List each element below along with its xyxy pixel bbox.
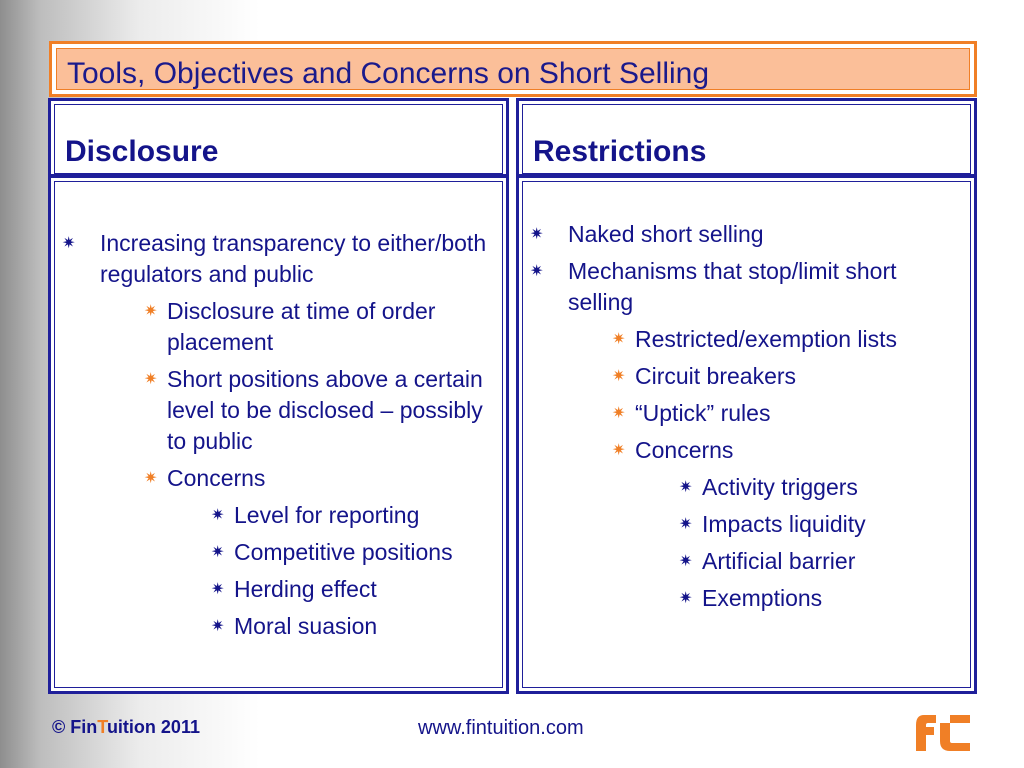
list-item xyxy=(657,472,955,503)
panel-divider xyxy=(519,174,974,178)
asterisk-bullet-icon: ✷ xyxy=(530,226,544,243)
asterisk-bullet-icon: ✷ xyxy=(144,303,158,320)
list-item xyxy=(590,398,955,429)
asterisk-bullet-icon: ✷ xyxy=(211,507,225,524)
sub-list xyxy=(100,296,487,642)
list-item-text: Exemptions xyxy=(702,585,823,611)
asterisk-bullet-icon: ✷ xyxy=(612,368,626,385)
restrictions-heading: Restrictions xyxy=(533,135,707,168)
copyright-prefix: © Fin xyxy=(52,717,98,737)
asterisk-bullet-icon: ✷ xyxy=(144,371,158,388)
list-item-text: Herding effect xyxy=(234,576,377,602)
asterisk-bullet-icon: ✷ xyxy=(211,618,225,635)
fintuition-logo-icon xyxy=(914,711,972,753)
sub-list xyxy=(568,324,955,614)
list-item-text: Increasing transparency to either/both regulators and public xyxy=(100,230,487,287)
list-item-text: Impacts liquidity xyxy=(702,511,866,537)
list-item-text: Disclosure at time of order placement xyxy=(167,298,436,355)
panel-divider xyxy=(51,174,506,178)
list-item-text: Mechanisms that stop/limit short selling xyxy=(568,258,897,315)
list-item xyxy=(189,537,487,568)
asterisk-bullet-icon: ✷ xyxy=(211,581,225,598)
list-item-text: Competitive positions xyxy=(234,539,453,565)
list-item xyxy=(189,611,487,642)
list-item-text: Artificial barrier xyxy=(702,548,856,574)
asterisk-bullet-icon: ✷ xyxy=(612,442,626,459)
list-item xyxy=(189,574,487,605)
list-item xyxy=(590,361,955,392)
asterisk-bullet-icon: ✷ xyxy=(612,331,626,348)
list-item xyxy=(657,546,955,577)
sub-list xyxy=(635,472,955,614)
list-item-text: Activity triggers xyxy=(702,474,858,500)
list-item-text: Moral suasion xyxy=(234,613,378,639)
list-item xyxy=(657,509,955,540)
list-item-text: Concerns xyxy=(167,465,266,491)
list-item-text: Restricted/exemption lists xyxy=(635,326,898,352)
asterisk-bullet-icon: ✷ xyxy=(679,553,693,570)
disclosure-header xyxy=(54,104,503,174)
list-item xyxy=(122,296,487,358)
asterisk-bullet-icon: ✷ xyxy=(679,590,693,607)
restrictions-header xyxy=(522,104,971,174)
list-item xyxy=(62,228,487,642)
asterisk-bullet-icon: ✷ xyxy=(679,516,693,533)
slide-title: Tools, Objectives and Concerns on Short Selling xyxy=(67,57,710,90)
asterisk-bullet-icon: ✷ xyxy=(62,235,76,252)
list-item-text: Concerns xyxy=(635,437,734,463)
asterisk-bullet-icon: ✷ xyxy=(612,405,626,422)
list-item xyxy=(590,324,955,355)
list-item xyxy=(530,256,955,614)
list-item xyxy=(122,463,487,642)
list-item xyxy=(590,435,955,614)
asterisk-bullet-icon: ✷ xyxy=(144,470,158,487)
footer-url[interactable]: www.fintuition.com xyxy=(418,717,584,739)
restrictions-list xyxy=(530,219,955,620)
title-fill xyxy=(56,48,970,90)
copyright-accent: T xyxy=(97,717,107,737)
list-item-text: Short positions above a certain level to be disclosed – possibly to public xyxy=(167,366,483,454)
list-item xyxy=(122,364,487,457)
sub-list xyxy=(167,500,487,642)
list-item xyxy=(530,219,955,250)
list-item xyxy=(189,500,487,531)
list-item-text: Naked short selling xyxy=(568,221,764,247)
footer-copyright xyxy=(52,717,200,738)
list-item-text: “Uptick” rules xyxy=(635,400,771,426)
title-bar xyxy=(49,41,977,97)
list-item xyxy=(657,583,955,614)
asterisk-bullet-icon: ✷ xyxy=(211,544,225,561)
disclosure-list xyxy=(62,228,487,648)
list-item-text: Level for reporting xyxy=(234,502,420,528)
asterisk-bullet-icon: ✷ xyxy=(530,263,544,280)
list-item-text: Circuit breakers xyxy=(635,363,797,389)
disclosure-heading: Disclosure xyxy=(65,135,219,168)
asterisk-bullet-icon: ✷ xyxy=(679,479,693,496)
copyright-suffix: uition 2011 xyxy=(106,717,200,737)
